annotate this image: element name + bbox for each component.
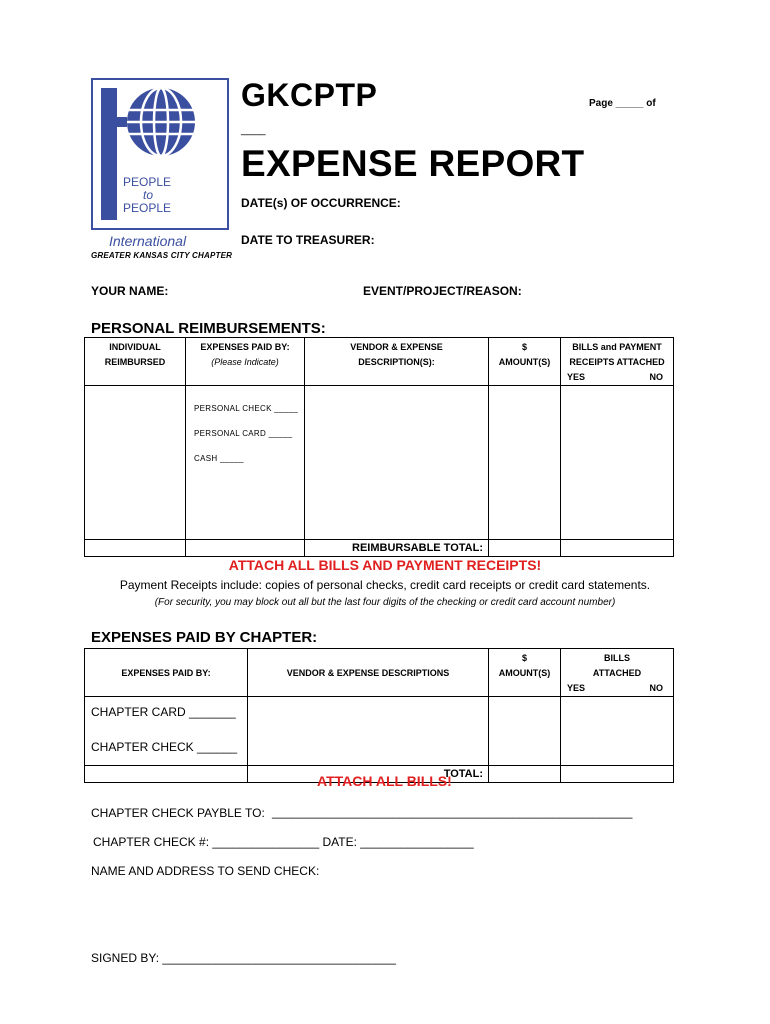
personal-total-row xyxy=(85,540,674,557)
logo-graphic xyxy=(91,78,229,250)
paid-by-options-cell[interactable] xyxy=(186,386,305,540)
chapter-no-label: NO xyxy=(649,683,663,693)
individual-reimbursed-cell[interactable] xyxy=(85,386,186,540)
attach-receipts-notice: ATTACH ALL BILLS AND PAYMENT RECEIPTS! xyxy=(228,557,542,573)
chapter-total-label: TOTAL: xyxy=(248,766,489,783)
chapter-entry-row xyxy=(85,697,674,766)
personal-reimbursements-heading: PERSONAL REIMBURSEMENTS: xyxy=(91,320,326,337)
total-blank-1 xyxy=(85,540,186,557)
col-receipts-line1: BILLS and PAYMENT xyxy=(572,342,662,352)
col-amount-line2: AMOUNT(S) xyxy=(498,357,551,367)
people-to-people-logo xyxy=(91,78,229,250)
col-chapter-bills-line1: BILLS xyxy=(604,653,630,663)
personal-card-option[interactable]: PERSONAL CARD _____ xyxy=(194,429,293,438)
col-amount-line1: $ xyxy=(521,342,527,352)
chapter-payment-options xyxy=(91,695,247,765)
chapter-expenses-table xyxy=(84,648,674,783)
yes-label: YES xyxy=(567,372,586,382)
col-receipts-attached xyxy=(561,338,674,386)
chapter-total-amount[interactable] xyxy=(489,766,561,783)
col-chapter-bills-attached xyxy=(561,649,674,697)
dates-of-occurrence-field[interactable]: DATE(s) OF OCCURRENCE: xyxy=(241,196,401,210)
col-vendor-line2: DESCRIPTION(S): xyxy=(358,357,435,367)
send-check-address-field[interactable]: NAME AND ADDRESS TO SEND CHECK: xyxy=(91,864,320,878)
logo-text-international: International xyxy=(109,233,187,249)
receipts-info: Payment Receipts include: copies of personal checks, credit card receipts or credit card statements. xyxy=(119,578,651,592)
col-chapter-amount-line2: AMOUNT(S) xyxy=(498,668,551,678)
header-dash: ____ xyxy=(241,124,266,136)
check-payable-field[interactable]: ______________________________________________________ xyxy=(272,805,633,819)
total-blank-3 xyxy=(561,540,674,557)
col-chapter-bills-line2: ATTACHED xyxy=(592,668,642,678)
reimbursable-total-amount[interactable] xyxy=(489,540,561,557)
no-label: NO xyxy=(649,372,663,382)
org-code: GKCPTP xyxy=(241,77,378,113)
page-title: EXPENSE REPORT xyxy=(241,143,585,184)
chapter-vendor-cell[interactable] xyxy=(248,697,489,766)
amount-cell[interactable] xyxy=(489,386,561,540)
col-chapter-paid-by xyxy=(85,649,248,697)
personal-header-row xyxy=(85,338,674,386)
chapter-bills-cell[interactable] xyxy=(561,697,674,766)
col-individual-line2: REIMBURSED xyxy=(104,357,166,367)
chapter-amount-cell[interactable] xyxy=(489,697,561,766)
col-chapter-amount-line1: $ xyxy=(521,653,527,663)
col-vendor-line1: VENDOR & EXPENSE xyxy=(350,342,443,352)
col-receipts-line2: RECEIPTS ATTACHED xyxy=(569,357,665,367)
chapter-header-row xyxy=(85,649,674,697)
logo-text-to: to xyxy=(143,188,154,202)
personal-entry-row xyxy=(85,386,674,540)
chapter-yes-label: YES xyxy=(567,683,586,693)
logo-text-people-2: PEOPLE xyxy=(123,201,172,215)
cash-option[interactable]: CASH _____ xyxy=(194,454,244,463)
col-chapter-paid-by-text: EXPENSES PAID BY: xyxy=(121,668,211,678)
col-paid-by-title: EXPENSES PAID BY: xyxy=(200,342,290,352)
chapter-total-blank-1 xyxy=(85,766,248,783)
yes-no-labels xyxy=(561,370,673,385)
chapter-name: GREATER KANSAS CITY CHAPTER xyxy=(91,251,233,260)
chapter-total-blank-2 xyxy=(561,766,674,783)
signed-by-field[interactable]: SIGNED BY: ___________________________________ xyxy=(91,951,396,965)
payment-options xyxy=(194,396,304,471)
event-project-reason-field[interactable]: EVENT/PROJECT/REASON: xyxy=(363,284,522,298)
chapter-yes-no-labels xyxy=(561,681,673,696)
col-vendor-description xyxy=(305,338,489,386)
col-amounts xyxy=(489,338,561,386)
total-blank-2 xyxy=(186,540,305,557)
reimbursable-total-label: REIMBURSABLE TOTAL: xyxy=(305,540,489,557)
your-name-field[interactable]: YOUR NAME: xyxy=(91,284,169,298)
logo-text-people: PEOPLE xyxy=(123,175,172,189)
col-chapter-amounts xyxy=(489,649,561,697)
col-paid-by-note: (Please Indicate) xyxy=(211,357,279,367)
security-note: (For security, you may block out all but the last four digits of the checking or credit card account number) xyxy=(154,597,616,608)
registered-mark: ® xyxy=(106,198,112,205)
chapter-card-option[interactable]: CHAPTER CARD _______ xyxy=(91,705,236,719)
col-chapter-vendor xyxy=(248,649,489,697)
attach-bills-notice: ATTACH ALL BILLS! xyxy=(317,773,452,789)
col-expenses-paid-by xyxy=(186,338,305,386)
page-number-field[interactable]: Page _____ of xyxy=(589,98,656,109)
vendor-description-cell[interactable] xyxy=(305,386,489,540)
check-number-date-field[interactable]: CHAPTER CHECK #: ________________ DATE: _________________ xyxy=(93,835,474,849)
col-individual-line1: INDIVIDUAL xyxy=(109,342,161,352)
personal-check-option[interactable]: PERSONAL CHECK _____ xyxy=(194,404,298,413)
chapter-check-option[interactable]: CHAPTER CHECK ______ xyxy=(91,740,238,754)
personal-reimbursements-table xyxy=(84,337,674,557)
receipts-attached-cell[interactable] xyxy=(561,386,674,540)
date-to-treasurer-field[interactable]: DATE TO TREASURER: xyxy=(241,233,375,247)
chapter-paid-by-cell[interactable] xyxy=(85,697,248,766)
col-individual-reimbursed xyxy=(85,338,186,386)
col-chapter-vendor-text: VENDOR & EXPENSE DESCRIPTIONS xyxy=(286,668,450,678)
chapter-expenses-heading: EXPENSES PAID BY CHAPTER: xyxy=(91,629,318,646)
check-payable-label: CHAPTER CHECK PAYBLE TO: xyxy=(91,806,265,820)
